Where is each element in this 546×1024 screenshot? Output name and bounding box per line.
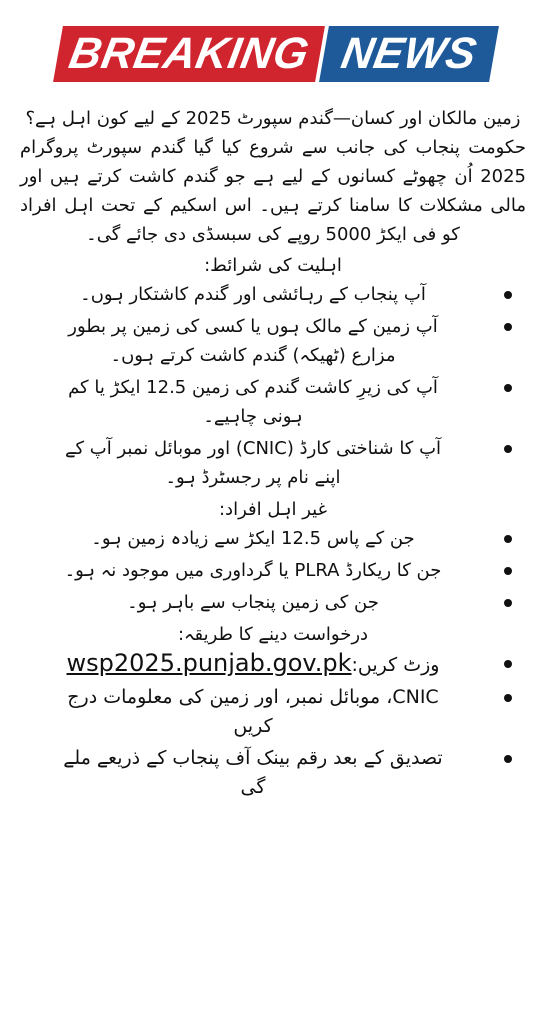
apply-website-link[interactable]: wsp2025.punjab.gov.pk	[66, 649, 352, 677]
bullet-dot-icon	[504, 384, 512, 392]
bullet-dot-icon	[504, 694, 512, 702]
list-item-text: CNIC، موبائل نمبر، اور زمین کی معلومات درج کریں	[67, 686, 439, 737]
list-item-text: جن کے پاس 12.5 ایکڑ سے زیادہ زمین ہو۔	[91, 528, 415, 549]
list-item-text: آپ کی زیرِ کاشت گندم کی زمین 12.5 ایکڑ یا کم ہونی چاہیے۔	[68, 377, 438, 427]
list-item	[18, 744, 528, 802]
apply-list	[18, 649, 528, 802]
list-item	[18, 524, 528, 553]
eligibility-list	[18, 280, 528, 492]
bullet-dot-icon	[504, 599, 512, 607]
ineligible-heading: غیر اہل افراد:	[218, 499, 328, 520]
eligibility-heading: اہلیت کی شرائط:	[204, 255, 342, 276]
bullet-dot-icon	[504, 567, 512, 575]
list-item-text: آپ کا شناختی کارڈ (CNIC) اور موبائل نمبر آپ کے اپنے نام پر رجسٹرڈ ہو۔	[64, 438, 442, 488]
list-item	[18, 649, 528, 680]
list-item	[18, 280, 528, 309]
bullet-dot-icon	[504, 755, 512, 763]
article-question: زمین مالکان اور کسان—گندم سپورٹ 2025 کے لیے کون اہل ہے؟	[25, 108, 521, 129]
list-item	[18, 312, 528, 370]
article-intro: حکومت پنجاب کی جانب سے شروع کیا گیا گندم سپورٹ پروگرام 2025 اُن چھوٹے کسانوں کے لیے ہے جو گندم کاشت کرتے ہیں اور مالی مشکلات کا سامنا کرتے ہیں۔ اس اسکیم کے تحت اہل افراد کو فی ایکڑ 5000 روپے کی سبسڈی دی جائے گی۔	[20, 137, 526, 245]
list-item-text: جن کی زمین پنجاب سے باہر ہو۔	[127, 592, 379, 613]
list-item	[18, 373, 528, 431]
ineligible-list	[18, 524, 528, 617]
article-body	[18, 104, 528, 805]
list-item-text: تصدیق کے بعد رقم بینک آف پنجاب کے ذریعے ملے گی	[63, 747, 443, 798]
apply-heading: درخواست دینے کا طریقہ:	[177, 624, 369, 645]
bullet-dot-icon	[504, 660, 512, 668]
bullet-dot-icon	[504, 291, 512, 299]
list-item	[18, 434, 528, 492]
list-item-text: جن کا ریکارڈ PLRA یا گرداوری میں موجود نہ ہو۔	[64, 560, 442, 581]
bullet-dot-icon	[504, 535, 512, 543]
list-item-text: آپ پنجاب کے رہائشی اور گندم کاشتکار ہوں۔	[80, 284, 426, 305]
list-item-text: آپ زمین کے مالک ہوں یا کسی کی زمین پر بطور مزارع (ٹھیکہ) گندم کاشت کرتے ہوں۔	[68, 316, 438, 366]
list-item	[18, 556, 528, 585]
apply-visit-label: وزٹ کریں:	[351, 654, 440, 676]
bullet-dot-icon	[504, 445, 512, 453]
breaking-news-banner	[53, 26, 499, 82]
list-item	[18, 683, 528, 741]
banner-news-label: NEWS	[319, 26, 499, 82]
list-item	[18, 588, 528, 617]
bullet-dot-icon	[504, 323, 512, 331]
banner-breaking-label: BREAKING	[53, 26, 325, 82]
